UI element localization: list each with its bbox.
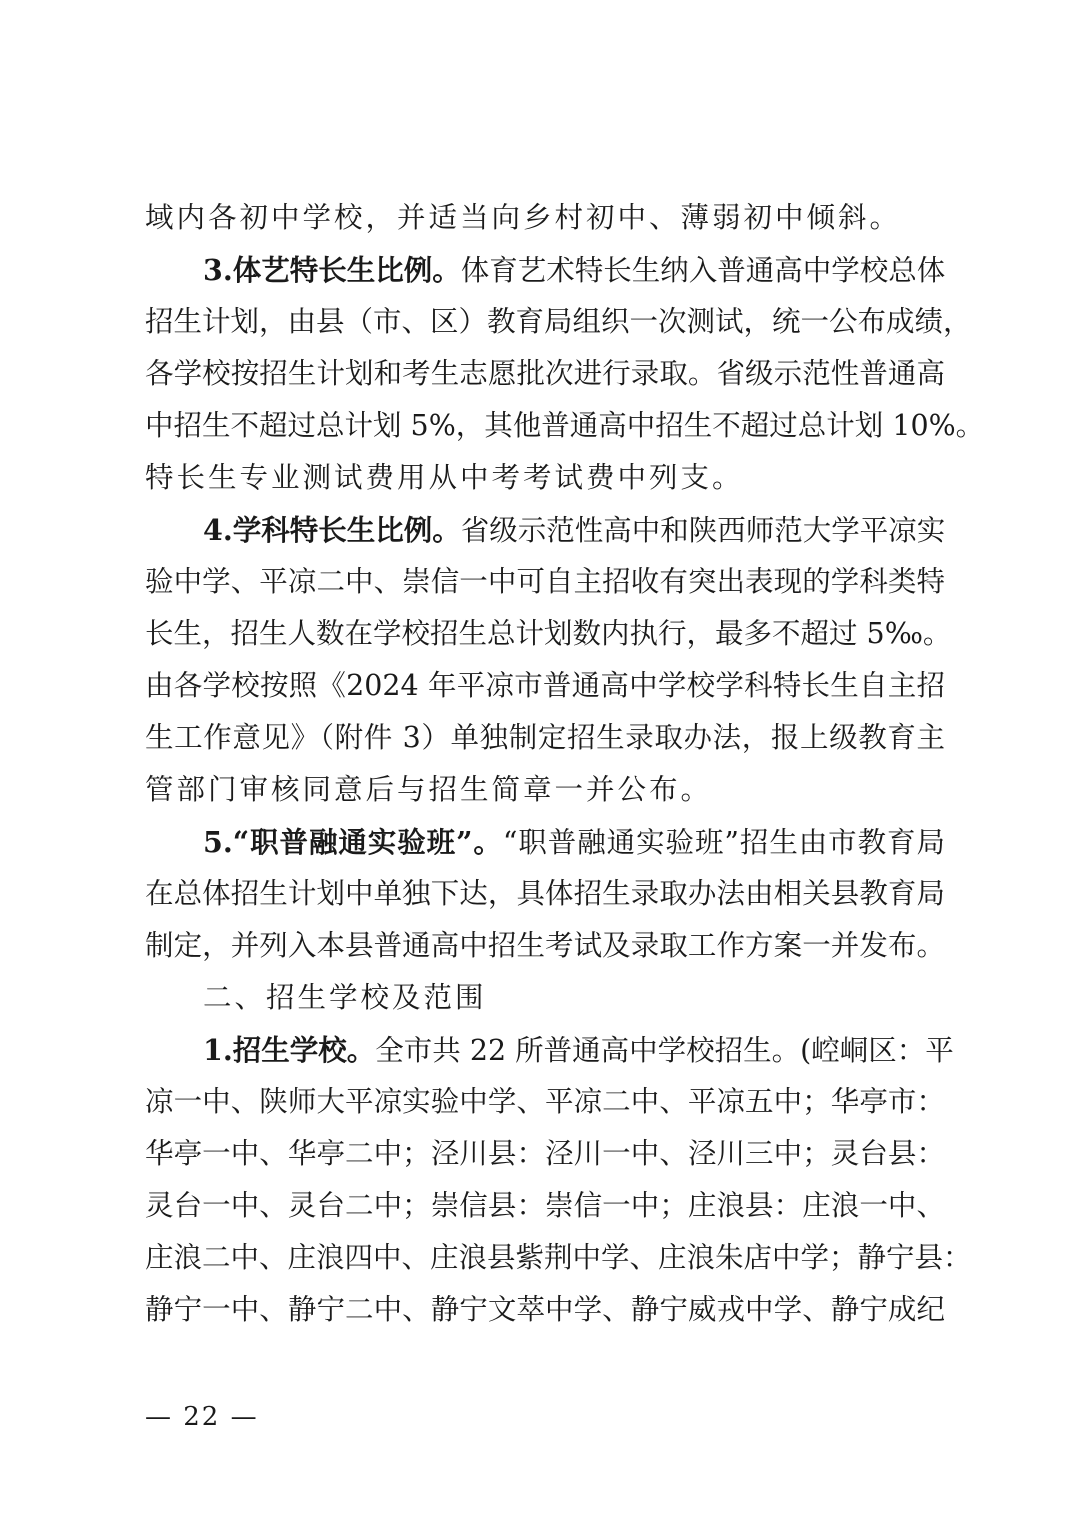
text-line: 长生，招生人数在学校招生总计划数内执行，最多不超过 5‰。 bbox=[145, 617, 952, 650]
text-line: 由各学校按照《2024 年平凉市普通高中学校学科特长生自主招 bbox=[145, 669, 945, 702]
text-line: 域内各初中学校，并适当向乡村初中、薄弱初中倾斜。 bbox=[145, 201, 902, 234]
text-line: 招生计划，由县（市、区）教育局组织一次测试，统一公布成绩， bbox=[145, 305, 972, 338]
section-lead: 3.体艺特长生比例。 bbox=[203, 253, 461, 287]
section-lead: 5.“职普融通实验班”。 bbox=[203, 825, 503, 859]
text-run: 体育艺术特长生纳入普通高中学校总体 bbox=[460, 254, 946, 287]
section-heading: 二、招生学校及范围 bbox=[203, 981, 487, 1014]
document-page bbox=[145, 192, 985, 1336]
text-line bbox=[145, 504, 945, 556]
text-line: 各学校按招生计划和考生志愿批次进行录取。省级示范性普通高 bbox=[145, 357, 945, 390]
section-lead: 1.招生学校。 bbox=[203, 1033, 376, 1067]
text-line: 生工作意见》（附件 3）单独制定招生录取办法，报上级教育主 bbox=[145, 721, 945, 754]
text-line bbox=[145, 816, 945, 868]
text-line: 制定，并列入本县普通高中招生考试及录取工作方案一并发布。 bbox=[145, 929, 945, 962]
text-line: 静宁一中、静宁二中、静宁文萃中学、静宁威戎中学、静宁成纪 bbox=[145, 1293, 945, 1326]
text-line: 管部门审核同意后与招生简章一并公布。 bbox=[145, 773, 713, 806]
text-line: 灵台一中、灵台二中；崇信县：崇信一中；庄浪县：庄浪一中、 bbox=[145, 1189, 945, 1222]
text-line bbox=[145, 1024, 954, 1076]
text-line: 验中学、平凉二中、崇信一中可自主招收有突出表现的学科类特 bbox=[145, 565, 945, 598]
text-line: 庄浪二中、庄浪四中、庄浪县紫荆中学、庄浪朱店中学；静宁县： bbox=[145, 1241, 972, 1274]
text-line bbox=[145, 244, 945, 296]
text-run: “职普融通实验班”招生由市教育局 bbox=[502, 826, 945, 859]
text-run: 全市共 22 所普通高中学校招生。(崆峒区：平 bbox=[375, 1034, 954, 1067]
text-line: 中招生不超过总计划 5%，其他普通高中招生不超过总计划 10%。 bbox=[145, 409, 985, 442]
page-number: — 22 — bbox=[145, 1402, 259, 1432]
text-run: 省级示范性高中和陕西师范大学平凉实 bbox=[460, 514, 946, 547]
text-line: 华亭一中、华亭二中；泾川县：泾川一中、泾川三中；灵台县： bbox=[145, 1137, 945, 1170]
text-line: 特长生专业测试费用从中考考试费中列支。 bbox=[145, 461, 744, 494]
text-line: 凉一中、陕师大平凉实验中学、平凉二中、平凉五中；华亭市： bbox=[145, 1085, 945, 1118]
text-line: 在总体招生计划中单独下达，具体招生录取办法由相关县教育局 bbox=[145, 877, 945, 910]
section-lead: 4.学科特长生比例。 bbox=[203, 513, 461, 547]
